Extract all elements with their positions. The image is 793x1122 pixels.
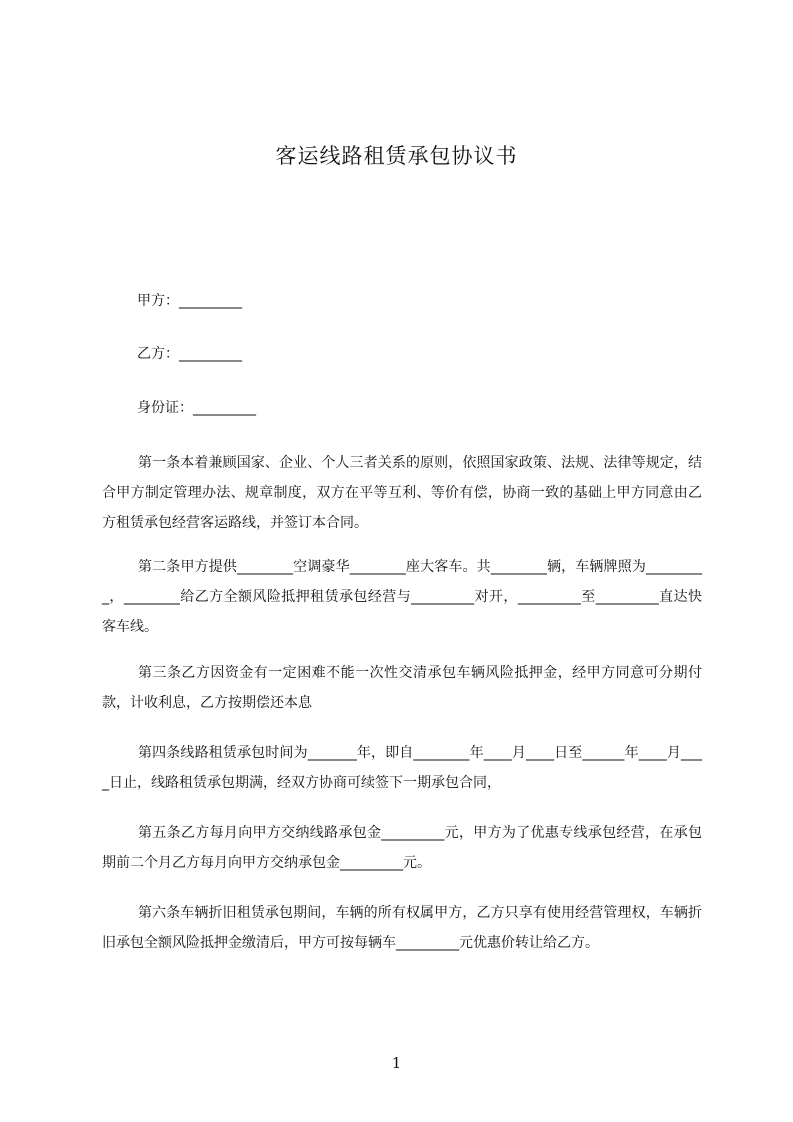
clause-1: 第一条本着兼顾国家、企业、个人三者关系的原则，依照国家政策、法规、法律等规定，结合甲方制定管理办法、规章制度，双方在平等互利、等价有偿，协商一致的基础上甲方同意由乙方租赁承包经营客运路线，并签订本合同。 [102, 455, 702, 531]
party-b-field: 乙方：_________ [137, 346, 242, 362]
page-number: 1 [391, 1054, 402, 1072]
clause-2: 第二条甲方提供________空调豪华________座大客车。共________辆，车辆牌照为_________，________给乙方全额风险抵押租赁承包经营与_________对开，_________至_________直达快客车线。 [102, 559, 702, 635]
id-card-field: 身份证：_________ [137, 400, 256, 416]
document-title: 客运线路租赁承包协议书 [275, 144, 518, 168]
clause-5: 第五条乙方每月向甲方交纳线路承包金_________元，甲方为了优惠专线承包经营，在承包期前二个月乙方每月向甲方交纳承包金_________元。 [102, 825, 702, 871]
clause-3: 第三条乙方因资金有一定困难不能一次性交清承包车辆风险抵押金，经甲方同意可分期付款，计收利息，乙方按期偿还本息 [102, 665, 702, 711]
clause-6: 第六条车辆折旧租赁承包期间，车辆的所有权属甲方，乙方只享有使用经营管理权，车辆折旧承包全额风险抵押金缴清后，甲方可按每辆车_________元优惠价转让给乙方。 [102, 905, 702, 951]
clause-4: 第四条线路租赁承包时间为_______年，即自________年____月____日至______年____月____日止，线路租赁承包期满，经双方协商可续签下一期承包合同， [102, 745, 702, 791]
party-a-field: 甲方：_________ [137, 293, 242, 309]
